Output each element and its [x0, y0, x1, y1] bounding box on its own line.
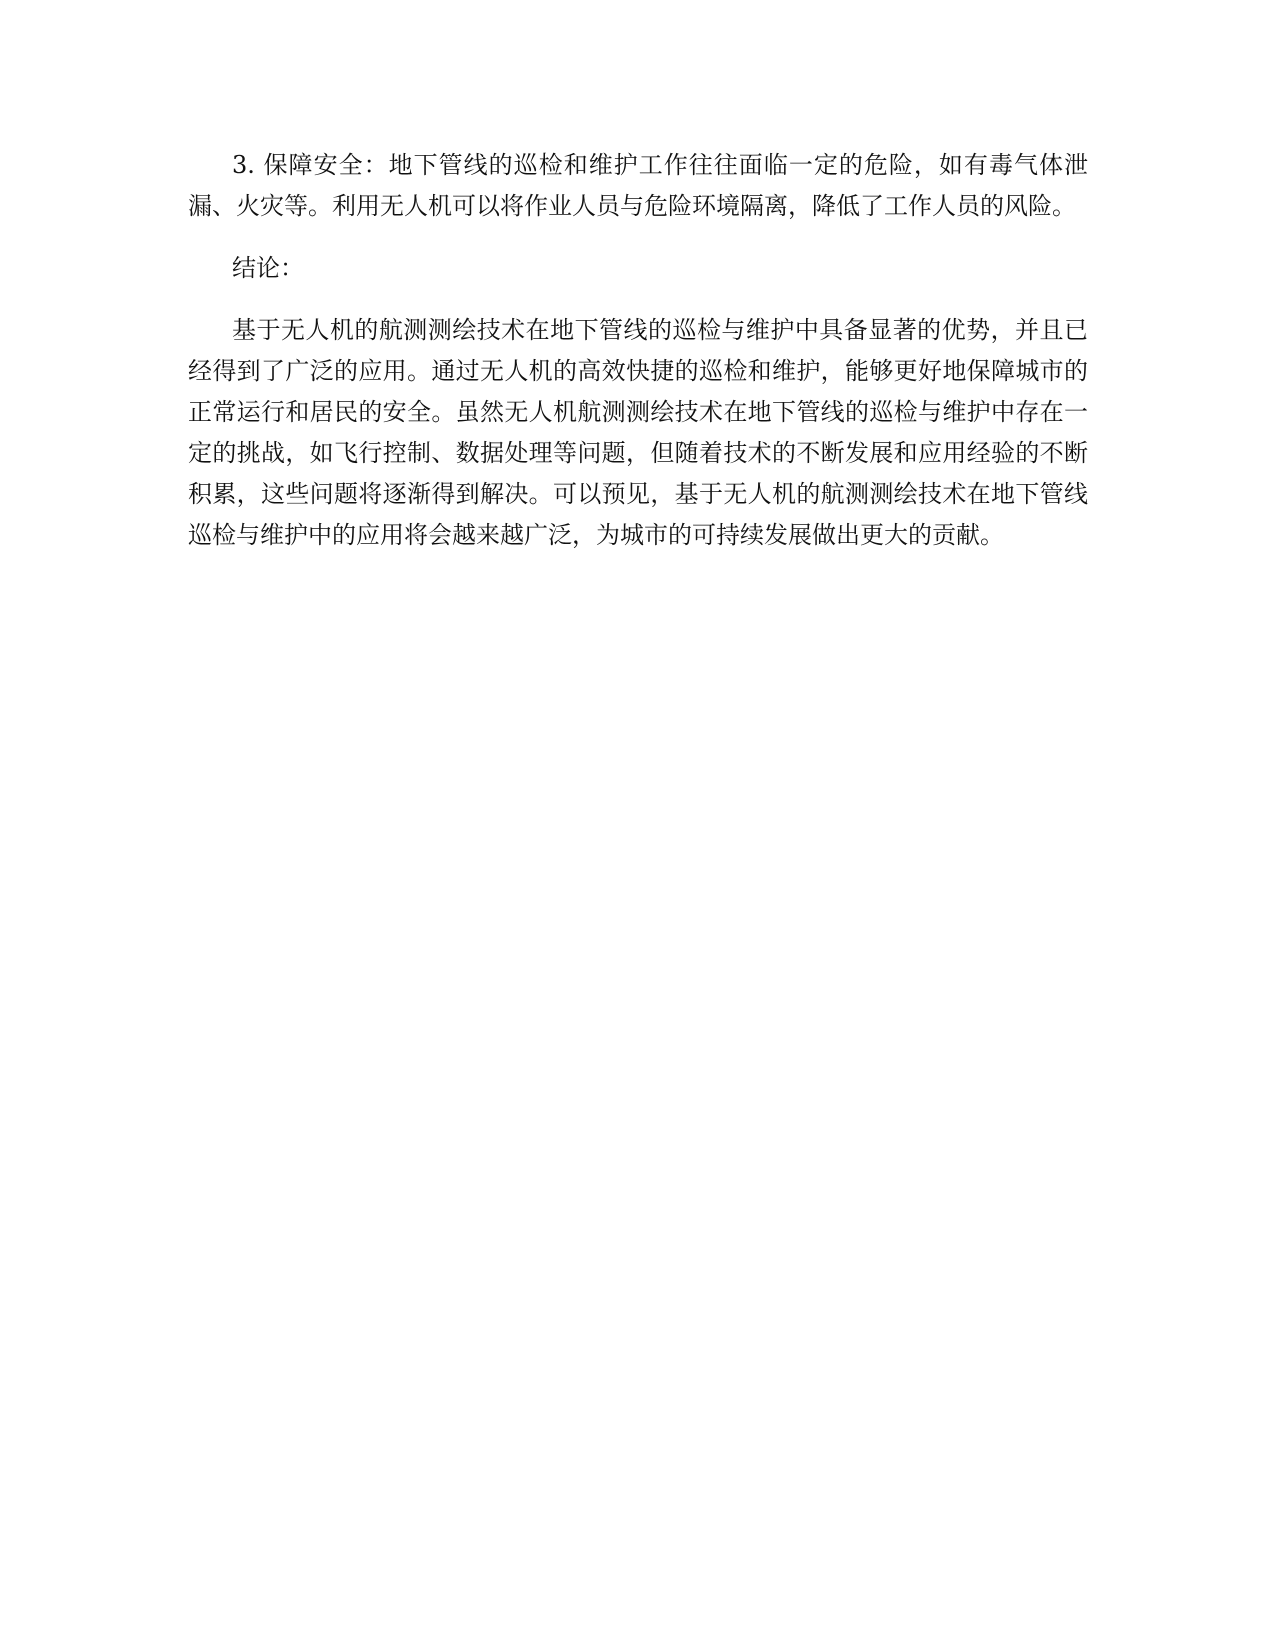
- paragraph-conclusion: 基于无人机的航测测绘技术在地下管线的巡检与维护中具备显著的优势，并且已经得到了广泛的应用。通过无人机的高效快捷的巡检和维护，能够更好地保障城市的正常运行和居民的安全。虽然无人机航测测绘技术在地下管线的巡检与维护中存在一定的挑战，如飞行控制、数据处理等问题，但随着技术的不断发展和应用经验的不断积累，这些问题将逐渐得到解决。可以预见，基于无人机的航测测绘技术在地下管线巡检与维护中的应用将会越来越广泛，为城市的可持续发展做出更大的贡献。: [188, 316, 1088, 549]
- paragraph-safety: 3. 保障安全：地下管线的巡检和维护工作往往面临一定的危险，如有毒气体泄漏、火灾等。利用无人机可以将作业人员与危险环境隔离，降低了工作人员的风险。: [188, 151, 1088, 220]
- conclusion-heading: 结论：: [232, 254, 304, 282]
- document-body: [188, 145, 1088, 577]
